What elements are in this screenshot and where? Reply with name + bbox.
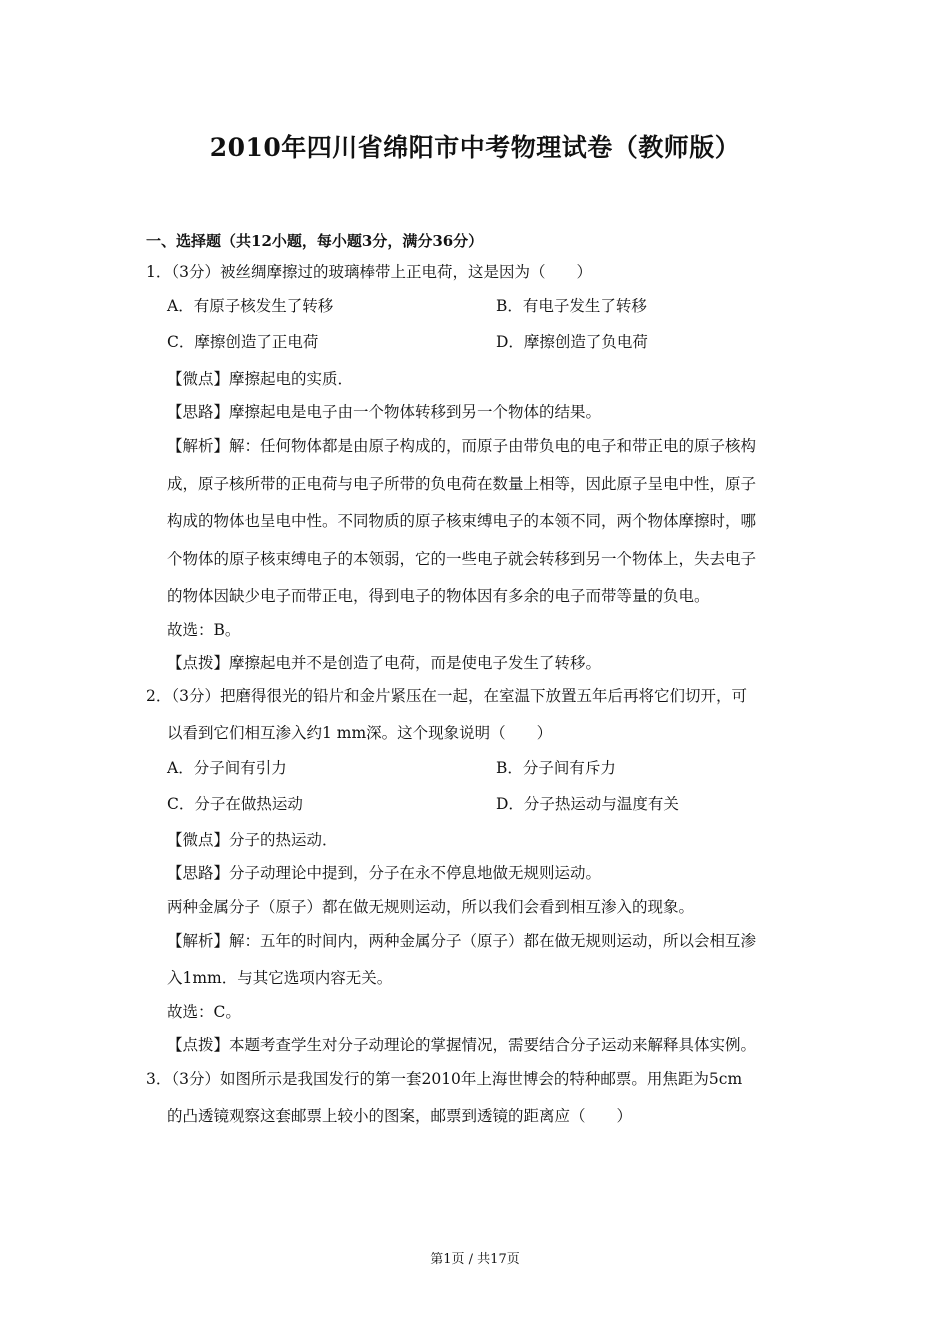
q2-jiexi-line: 入1mm．与其它选项内容无关。 <box>167 969 393 987</box>
q2-jiexi-line: 【解析】解：五年的时间内，两种金属分子（原子）都在做无规则运动，所以会相互渗 <box>167 932 757 950</box>
q3-stem-line: 3．（3分）如图所示是我国发行的第一套2010年上海世博会的特种邮票。用焦距为5cm <box>146 1070 743 1088</box>
q2-dianbo: 【点拨】本题考查学生对分子动理论的掌握情况，需要结合分子运动来解释具体实例。 <box>167 1036 757 1054</box>
q1-dianbo: 【点拨】摩擦起电并不是创造了电荷，而是使电子发生了转移。 <box>167 654 602 672</box>
q2-option-a: A．分子间有引力 <box>167 759 287 777</box>
q2-silu: 【思路】分子动理论中提到，分子在永不停息地做无规则运动。 <box>167 864 602 882</box>
q1-silu: 【思路】摩擦起电是电子由一个物体转移到另一个物体的结果。 <box>167 403 602 421</box>
q1-stem: 1．（3分）被丝绸摩擦过的玻璃棒带上正电荷，这是因为（ ） <box>146 263 592 281</box>
q1-option-a: A．有原子核发生了转移 <box>167 297 334 315</box>
q1-weidian: 【微点】摩擦起电的实质． <box>167 370 354 388</box>
q2-option-c: C．分子在做热运动 <box>167 795 303 813</box>
q2-answer: 故选：C。 <box>167 1003 241 1021</box>
page-footer: 第1页 / 共17页 <box>430 1252 520 1267</box>
q1-jiexi-line: 成，原子核所带的正电荷与电子所带的负电荷在数量上相等，因此原子呈电中性，原子 <box>167 475 757 493</box>
q2-weidian: 【微点】分子的热运动． <box>167 831 338 849</box>
q1-option-c: C．摩擦创造了正电荷 <box>167 333 319 351</box>
q1-option-b: B．有电子发生了转移 <box>496 297 647 315</box>
q1-jiexi-line: 【解析】解：任何物体都是由原子构成的，而原子由带负电的电子和带正电的原子核构 <box>167 437 757 455</box>
q1-answer: 故选：B。 <box>167 621 241 639</box>
document-title: 2010年四川省绵阳市中考物理试卷（教师版） <box>209 133 741 162</box>
q1-jiexi-line: 的物体因缺少电子而带正电，得到电子的物体因有多余的电子而带等量的负电。 <box>167 587 710 605</box>
q1-jiexi-line: 构成的物体也呈电中性。不同物质的原子核束缚电子的本领不同，两个物体摩擦时，哪 <box>167 512 757 530</box>
q2-option-d: D．分子热运动与温度有关 <box>496 795 679 813</box>
section-heading: 一、选择题（共12小题，每小题3分，满分36分） <box>146 232 484 250</box>
q2-stem-line: 以看到它们相互渗入约1 mm深。这个现象说明（ ） <box>167 724 553 742</box>
q1-option-d: D．摩擦创造了负电荷 <box>496 333 648 351</box>
q2-option-b: B．分子间有斥力 <box>496 759 616 777</box>
q1-jiexi-line: 个物体的原子核束缚电子的本领弱，它的一些电子就会转移到另一个物体上，失去电子 <box>167 550 757 568</box>
q3-stem-line: 的凸透镜观察这套邮票上较小的图案，邮票到透镜的距离应（ ） <box>167 1107 633 1125</box>
q2-silu-cont: 两种金属分子（原子）都在做无规则运动，所以我们会看到相互渗入的现象。 <box>167 898 695 916</box>
q2-stem-line: 2．（3分）把磨得很光的铅片和金片紧压在一起，在室温下放置五年后再将它们切开，可 <box>146 687 747 705</box>
